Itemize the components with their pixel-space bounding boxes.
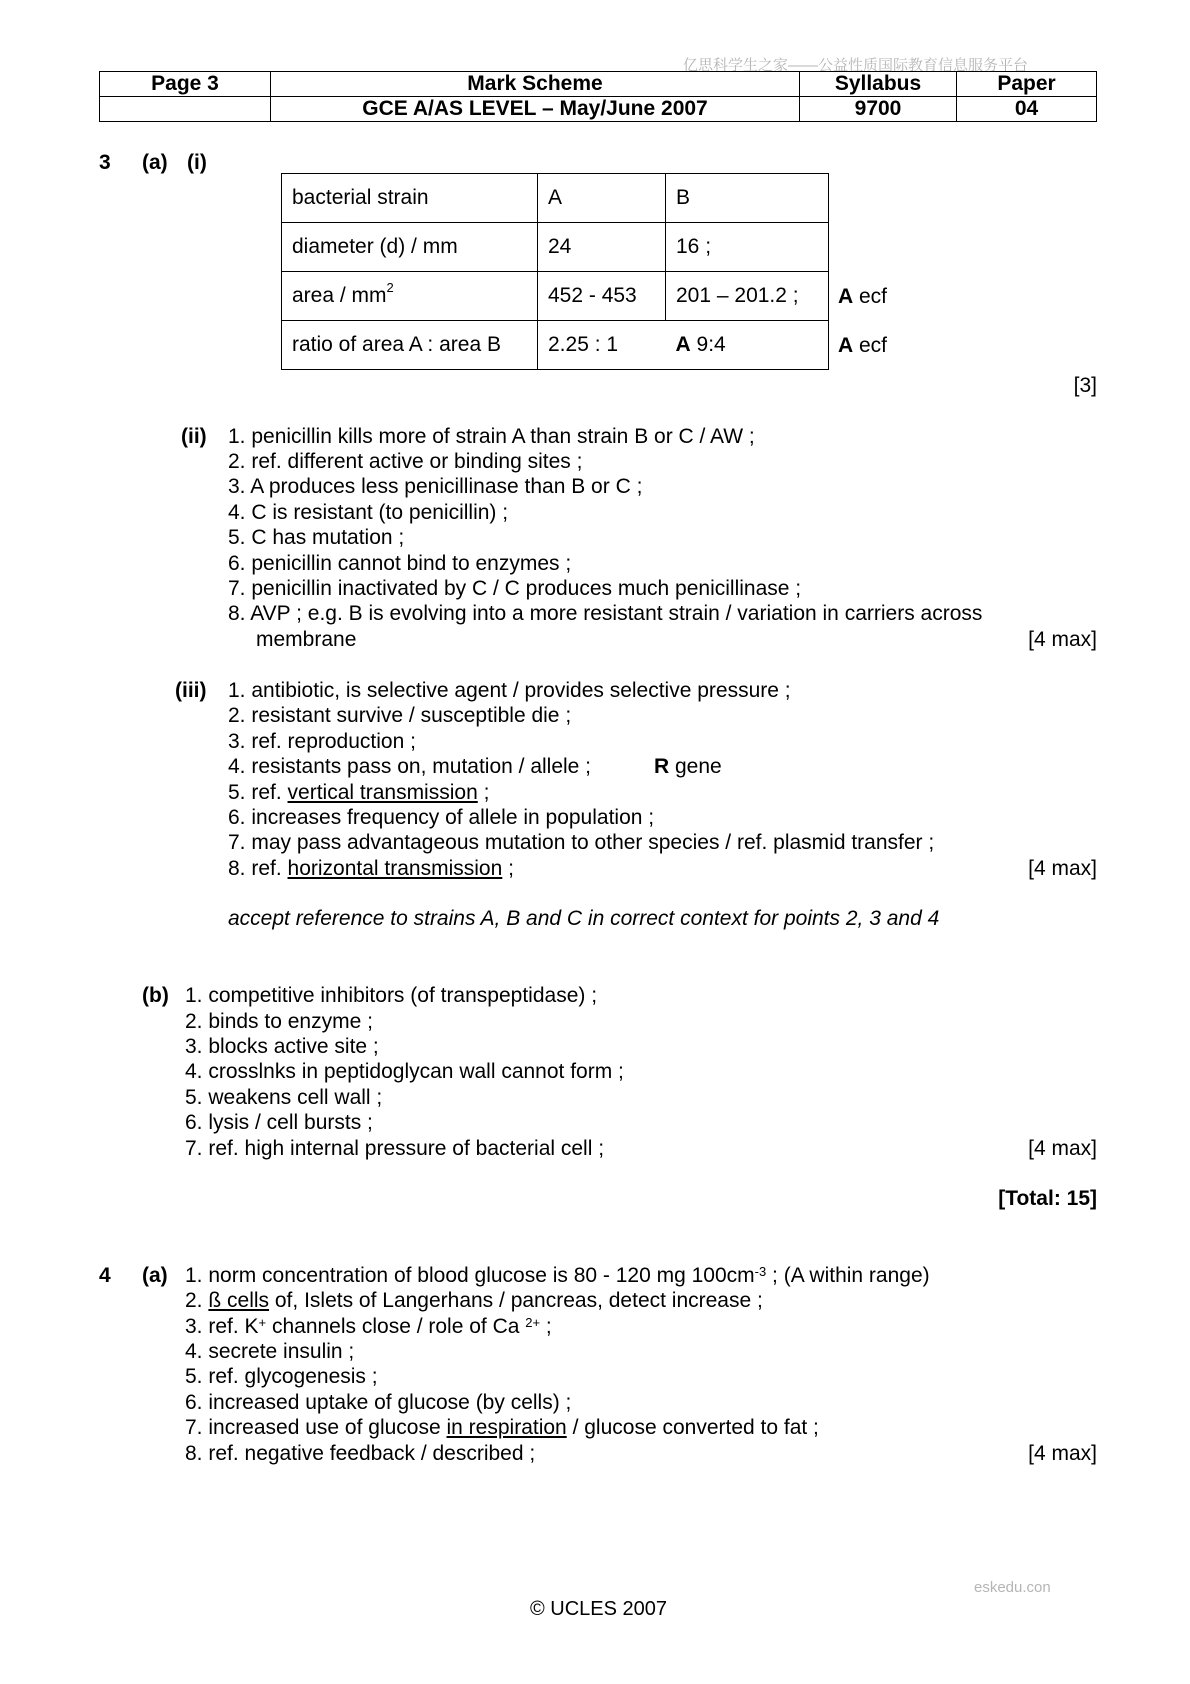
list-item: 3. ref. reproduction ; xyxy=(228,730,416,753)
item-text: ; xyxy=(540,1315,552,1338)
item-underlined: ß cells xyxy=(208,1289,270,1312)
list-item: 4. secrete insulin ; xyxy=(185,1340,355,1363)
q3-part-i: (i) xyxy=(187,151,207,174)
unit-sup: -3 xyxy=(754,1264,767,1279)
list-item xyxy=(228,856,514,881)
item-text: 2. xyxy=(185,1289,209,1312)
table-cell: 452 - 453 xyxy=(538,272,666,321)
header-page: Page 3 xyxy=(100,72,271,97)
list-item xyxy=(228,780,489,805)
item-text: 5. ref. xyxy=(228,781,288,804)
table-row xyxy=(282,223,829,272)
q3-part-ii: (ii) xyxy=(181,425,207,448)
question-number-3: 3 xyxy=(99,151,111,174)
item-text: ; (A within range) xyxy=(766,1264,930,1287)
list-item: 6. penicillin cannot bind to enzymes ; xyxy=(228,552,572,575)
strain-table xyxy=(281,173,829,370)
r-gene-note xyxy=(654,754,722,779)
ecf-note-ratio xyxy=(838,334,887,358)
list-item: 6. lysis / cell bursts ; xyxy=(185,1111,373,1134)
q3-part-a: (a) xyxy=(142,151,168,174)
table-cell: 16 ; xyxy=(666,223,829,272)
item-text: 1. norm concentration of blood glucose is 80 - 120 mg 100cm xyxy=(185,1264,755,1287)
total-marks: [Total: 15] xyxy=(998,1187,1097,1210)
q3-part-b: (b) xyxy=(142,984,169,1007)
header-table xyxy=(99,71,1097,122)
list-item: 2. binds to enzyme ; xyxy=(185,1010,373,1033)
mark-q4a: [4 max] xyxy=(1028,1442,1097,1465)
table-row xyxy=(282,321,829,370)
header-title: Mark Scheme xyxy=(271,72,800,97)
list-item: 4. resistants pass on, mutation / allele ; xyxy=(228,755,592,778)
list-item: 3. blocks active site ; xyxy=(185,1035,379,1058)
mark-ii: [4 max] xyxy=(1028,628,1097,651)
table-cell xyxy=(666,321,829,370)
header-empty-cell xyxy=(100,97,271,122)
ion-sup: + xyxy=(258,1315,267,1330)
table-cell: ratio of area A : area B xyxy=(282,321,538,370)
list-item: 7. may pass advantageous mutation to other species / ref. plasmid transfer ; xyxy=(228,831,935,854)
table-cell xyxy=(282,272,538,321)
accept-mark: A xyxy=(675,333,691,356)
r-gene-bold: R xyxy=(654,755,670,778)
list-item: 1. penicillin kills more of strain A than strain B or C / AW ; xyxy=(228,425,755,448)
watermark-top: 亿思科学生之家——公益性质国际教育信息服务平台 xyxy=(683,57,1029,74)
item-text: / glucose converted to fat ; xyxy=(566,1416,819,1439)
area-label: area / mm xyxy=(292,284,387,307)
list-item: 3. A produces less penicillinase than B or C ; xyxy=(228,475,643,498)
question-number-4: 4 xyxy=(99,1264,111,1287)
item-underlined: vertical transmission xyxy=(287,781,478,804)
r-gene-text: gene xyxy=(669,755,722,778)
item-text: ; xyxy=(502,857,514,880)
list-item: 4. C is resistant (to penicillin) ; xyxy=(228,501,509,524)
mark-b: [4 max] xyxy=(1028,1137,1097,1160)
table-cell: 24 xyxy=(538,223,666,272)
list-item xyxy=(185,1263,930,1288)
list-item: 5. weakens cell wall ; xyxy=(185,1086,383,1109)
table-cell: A xyxy=(538,174,666,223)
list-item: 5. C has mutation ; xyxy=(228,526,405,549)
item-text: 7. increased use of glucose xyxy=(185,1416,447,1439)
list-item: 8. ref. negative feedback / described ; xyxy=(185,1442,536,1465)
area-unit-sup: 2 xyxy=(386,280,394,295)
list-item: 5. ref. glycogenesis ; xyxy=(185,1365,378,1388)
header-paper: 04 xyxy=(957,97,1097,122)
item-text: ; xyxy=(477,781,490,804)
ion-sup: 2+ xyxy=(525,1315,541,1330)
list-item: 6. increases frequency of allele in population ; xyxy=(228,806,655,829)
watermark-bottom: eskedu.con xyxy=(974,1579,1051,1596)
item-text: 8. ref. xyxy=(228,857,288,880)
table-cell: diameter (d) / mm xyxy=(282,223,538,272)
table-cell: bacterial strain xyxy=(282,174,538,223)
list-item: 6. increased uptake of glucose (by cells) ; xyxy=(185,1391,572,1414)
table-row xyxy=(282,174,829,223)
q4-part-a: (a) xyxy=(142,1264,168,1287)
q3-part-iii: (iii) xyxy=(175,679,207,702)
examiner-note: accept reference to strains A, B and C in correct context for points 2, 3 and 4 xyxy=(228,907,940,930)
accept-mark: A xyxy=(838,334,854,357)
item-underlined: horizontal transmission xyxy=(287,857,503,880)
ecf-note-area xyxy=(838,285,887,309)
list-item xyxy=(185,1288,763,1313)
list-item xyxy=(185,1415,819,1440)
ecf-text: ecf xyxy=(853,285,888,308)
ecf-text: ecf xyxy=(853,334,888,357)
header-syllabus-label: Syllabus xyxy=(800,72,957,97)
list-item: 1. competitive inhibitors (of transpeptidase) ; xyxy=(185,984,598,1007)
list-item: 7. penicillin inactivated by C / C produces much penicillinase ; xyxy=(228,577,802,600)
table-cell: B xyxy=(666,174,829,223)
table-cell: 2.25 : 1 xyxy=(538,321,666,370)
mark-i: [3] xyxy=(1073,374,1097,397)
list-item-continuation: membrane xyxy=(256,628,357,651)
header-syllabus: 9700 xyxy=(800,97,957,122)
item-text: channels close / role of Ca xyxy=(266,1315,526,1338)
ratio-alt: 9:4 xyxy=(696,333,726,356)
list-item: 1. antibiotic, is selective agent / provides selective pressure ; xyxy=(228,679,791,702)
item-text: 3. ref. K xyxy=(185,1315,259,1338)
table-cell: 201 – 201.2 ; xyxy=(666,272,829,321)
header-exam: GCE A/AS LEVEL – May/June 2007 xyxy=(271,97,800,122)
list-item: 4. crosslnks in peptidoglycan wall cannot form ; xyxy=(185,1060,624,1083)
list-item xyxy=(185,1314,552,1339)
item-text: of, Islets of Langerhans / pancreas, detect increase ; xyxy=(269,1289,763,1312)
header-paper-label: Paper xyxy=(957,72,1097,97)
list-item: 8. AVP ; e.g. B is evolving into a more resistant strain / variation in carriers across xyxy=(228,602,983,625)
table-row xyxy=(282,272,829,321)
item-underlined: in respiration xyxy=(446,1416,567,1439)
list-item: 2. ref. different active or binding sites ; xyxy=(228,450,583,473)
footer-copyright: © UCLES 2007 xyxy=(530,1598,668,1620)
accept-mark: A xyxy=(838,285,854,308)
list-item: 2. resistant survive / susceptible die ; xyxy=(228,704,572,727)
mark-iii: [4 max] xyxy=(1028,857,1097,880)
list-item: 7. ref. high internal pressure of bacterial cell ; xyxy=(185,1137,605,1160)
